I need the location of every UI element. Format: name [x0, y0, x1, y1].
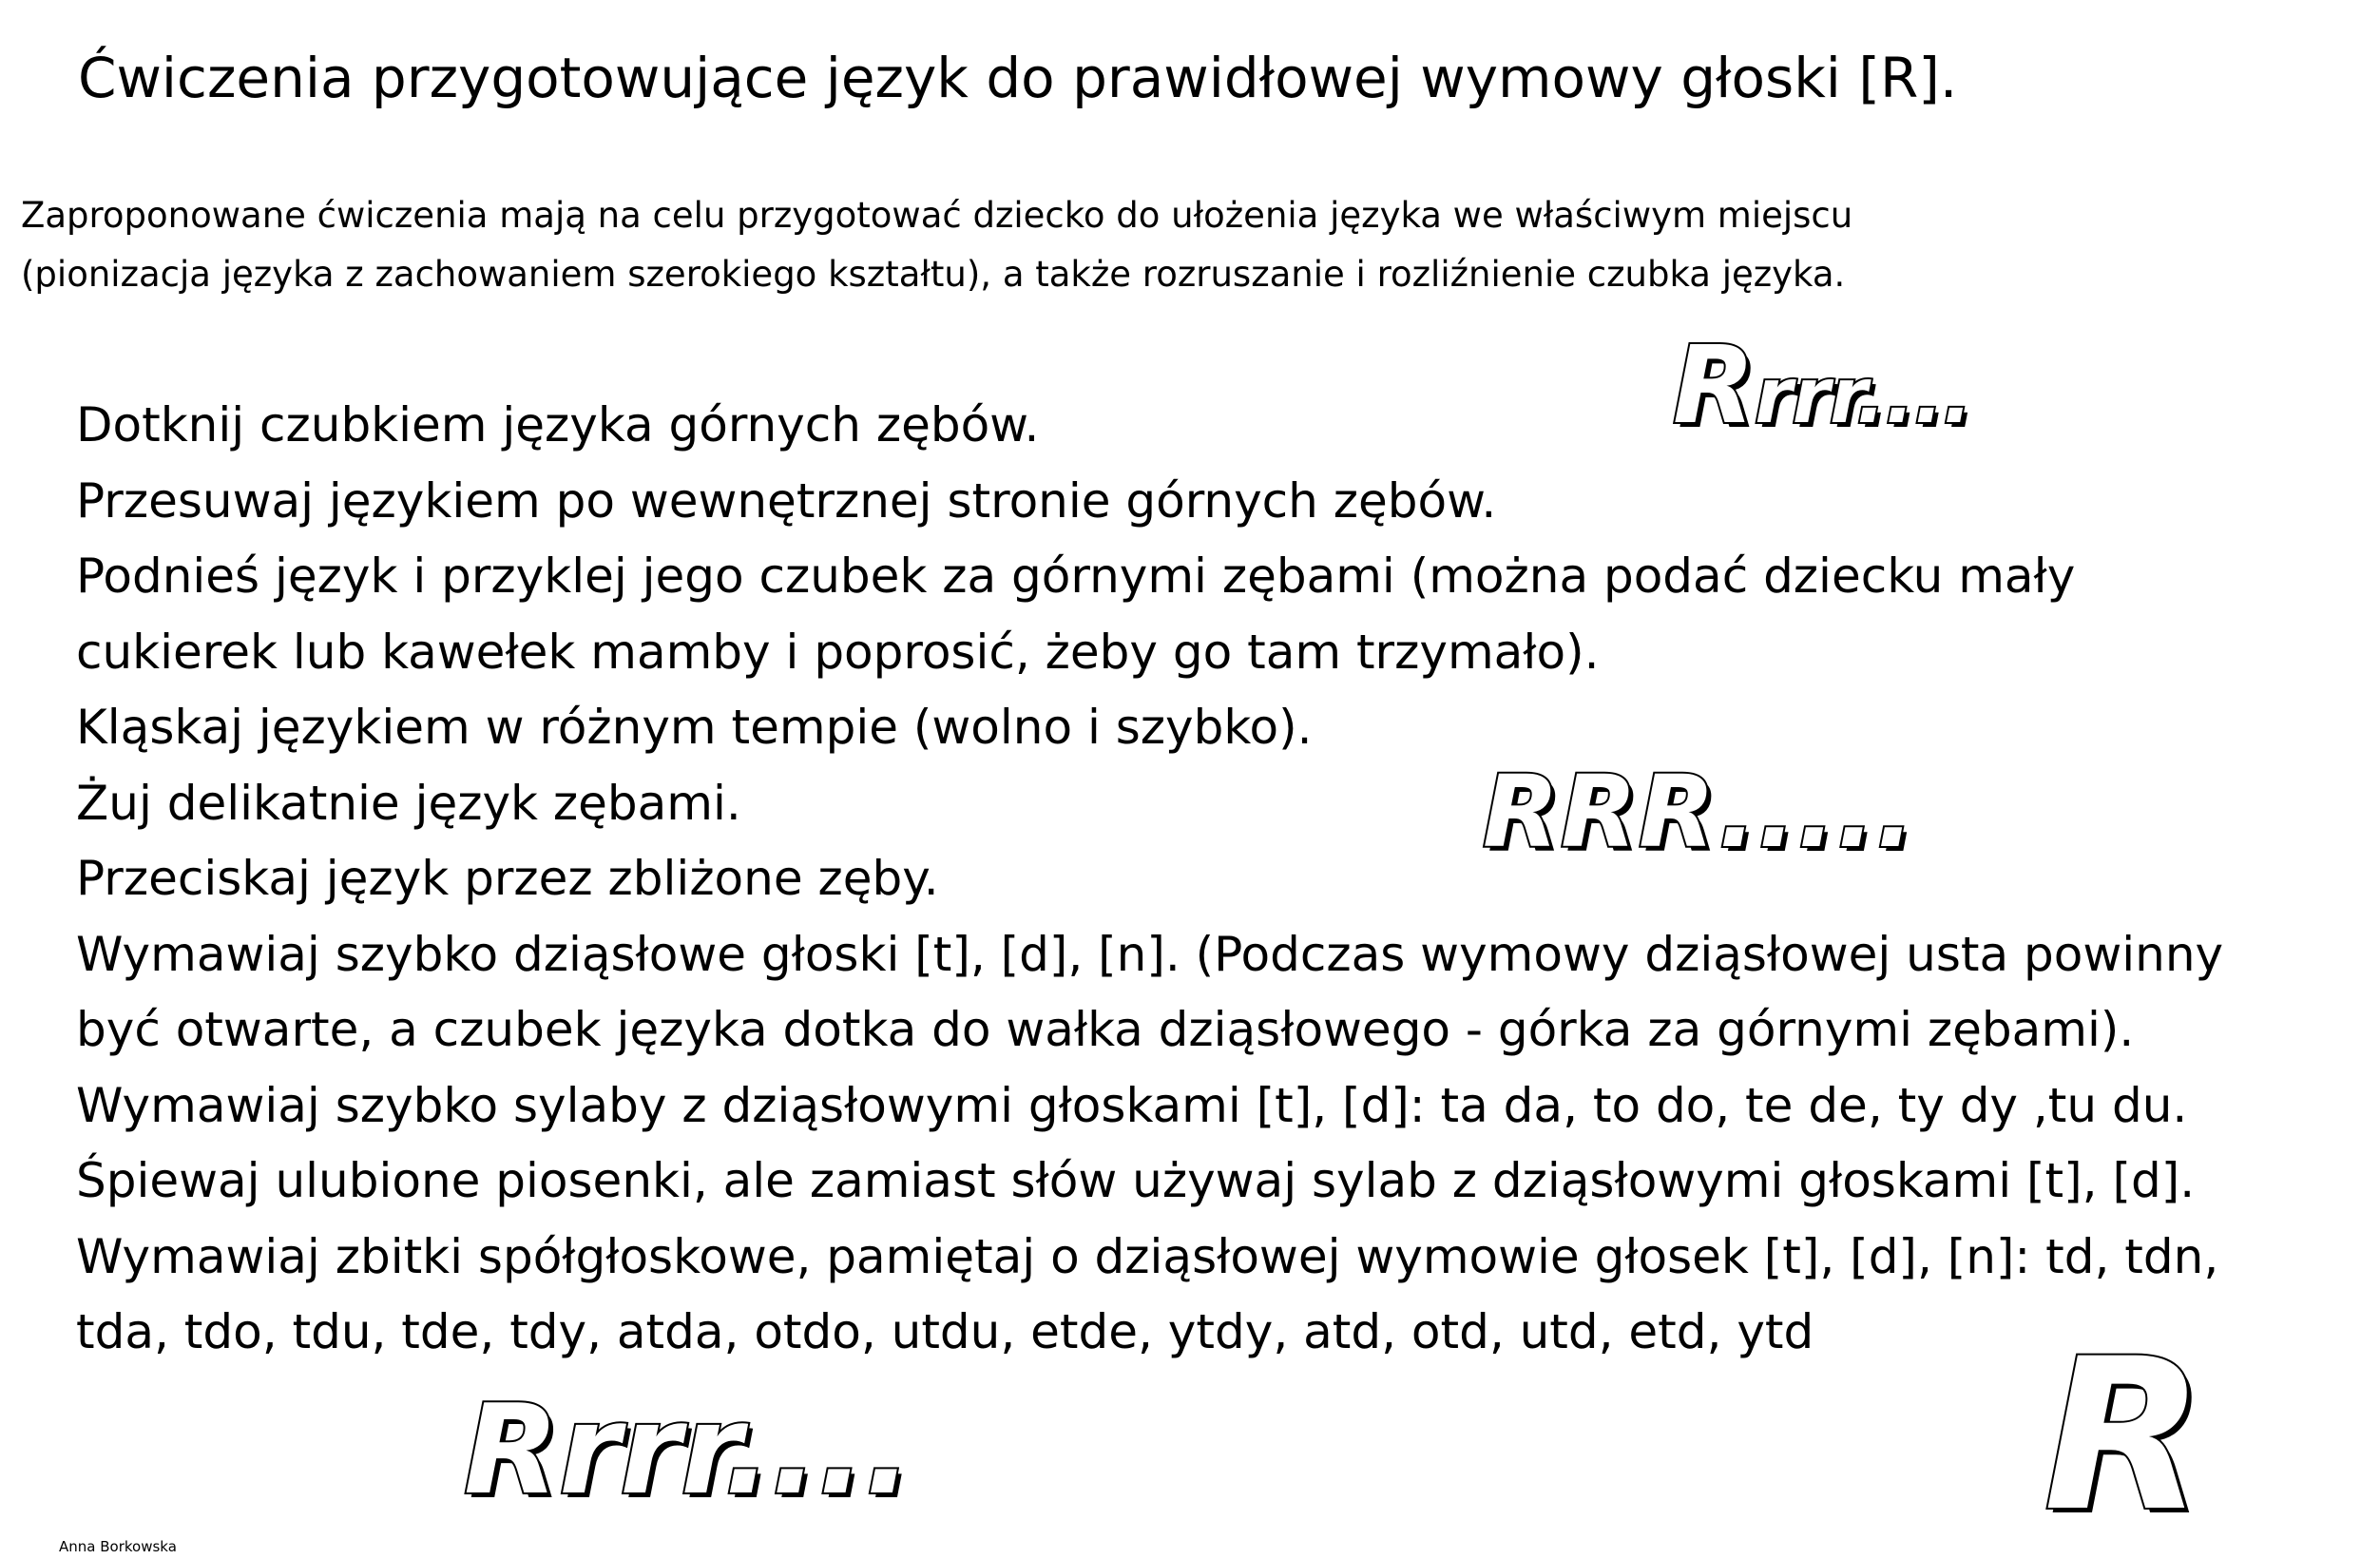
intro-line: Zaproponowane ćwiczenia mają na celu przygotować dziecko do ułożenia języka we właściwym miejscu: [21, 195, 1853, 236]
decorative-r-top: [1673, 324, 1972, 448]
exercise-line: Przesuwaj językiem po wewnętrznej stronie górnych zębów.: [76, 472, 1497, 529]
intro-line: (pionizacja języka z zachowaniem szerokiego kształtu), a także rozruszanie i rozliźnienie czubka języka.: [21, 254, 1846, 295]
page-title: Ćwiczenia przygotowujące język do prawidłowej wymowy głoski [R].: [78, 46, 1958, 110]
exercise-line: Żuj delikatnie język zębami.: [76, 775, 741, 831]
exercise-line: Podnieś język i przyklej jego czubek za górnymi zębami (można podać dziecku mały: [76, 549, 2076, 604]
exercise-line: Wymawiaj szybko sylaby z dziąsłowymi głoskami [t], [d]: ta da, to do, te de, ty dy ,tu du.: [76, 1077, 2188, 1133]
exercise-line: Śpiewaj ulubione piosenki, ale zamiast słów używaj sylab z dziąsłowymi głoskami [t], [d].: [76, 1153, 2196, 1208]
exercise-line: Przeciskaj język przez zbliżone zęby.: [76, 851, 939, 906]
decorative-rrr-text: rrr....: [1755, 352, 1972, 440]
decorative-rrr-middle: RRR.....: [1483, 754, 1916, 870]
decorative-rrrr-bottom: Rrrr....: [464, 1377, 912, 1522]
intro-paragraph: [21, 186, 1852, 304]
exercise-line: Dotknij czubkiem języka górnych zębów.: [76, 397, 1040, 452]
exercise-line: Wymawiaj szybko dziąsłowe głoski [t], [d], [n]. (Podczas wymowy dziąsłowej usta powinny: [76, 926, 2224, 982]
decorative-r-letter: R: [1673, 324, 1756, 448]
exercise-line: cukierek lub kawełek mamby i poprosić, żeby go tam trzymało).: [76, 624, 1600, 680]
author-signature: Anna Borkowska: [59, 1538, 177, 1555]
exercise-line: tda, tdo, tdu, tde, tdy, atda, otdo, utdu, etde, ytdy, atd, otd, utd, etd, ytd: [76, 1304, 1814, 1359]
exercise-line: być otwarte, a czubek języka dotka do wałka dziąsłowego - górka za górnymi zębami).: [76, 1002, 2135, 1057]
exercise-line: Kląskaj językiem w różnym tempie (wolno i szybko).: [76, 700, 1313, 755]
exercise-list: [76, 388, 2223, 1371]
decorative-r-large: R: [2044, 1314, 2205, 1557]
exercise-line: Wymawiaj zbitki spółgłoskowe, pamiętaj o dziąsłowej wymowie głosek [t], [d], [n]: td, tdn,: [76, 1228, 2219, 1284]
